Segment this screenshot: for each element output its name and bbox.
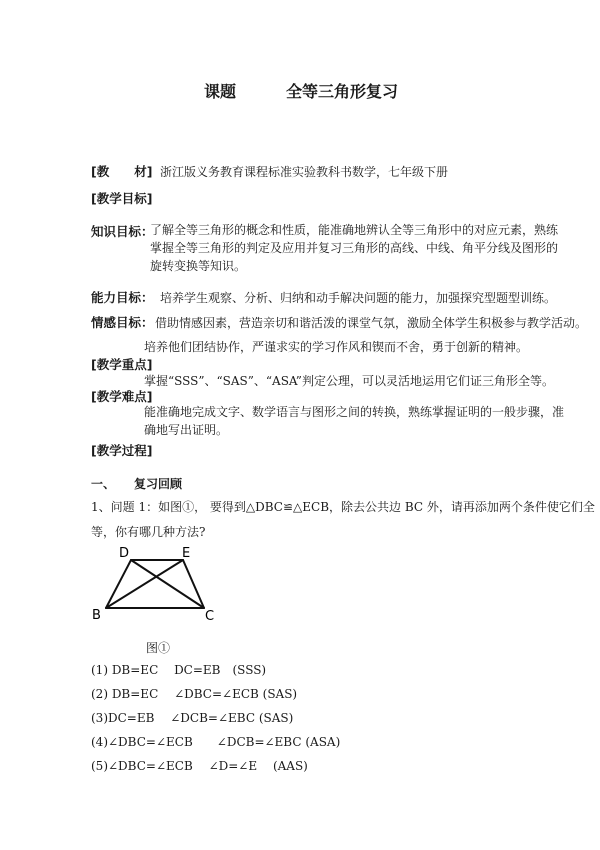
section-number: 一、: [91, 477, 116, 491]
difficulty-line: 能准确地完成文字、数学语言与图形之间的转换，熟练掌握证明的一般步骤，准: [144, 405, 565, 419]
vertex-label-c: C: [205, 609, 215, 624]
process-heading: [教学过程]: [91, 443, 153, 458]
answer-item: (5)∠DBC=∠ECB ∠D=∠E (AAS): [91, 759, 308, 773]
answer-item: (1) DB=EC DC=EB (SSS): [91, 663, 267, 677]
question-line: 1、问题 1：如图①， 要得到△DBC≌△ECB，除去公共边 BC 外，请再添加两个条件使它们全: [91, 500, 595, 514]
material-label: [教 材]: [91, 164, 153, 179]
vertex-label-d: D: [119, 546, 130, 561]
knowledge-label: 知识目标：: [91, 224, 154, 239]
emotion-text: 借助情感因素，营造亲切和谐活泼的课堂气氛，激励全体学生积极参与教学活动。: [155, 316, 588, 330]
answer-item: (3)DC=EB ∠DCB=∠EBC (SAS): [91, 711, 294, 725]
knowledge-line: 了解全等三角形的概念和性质，能准确地辨认全等三角形中的对应元素，熟练: [150, 223, 559, 237]
objectives-heading: [教学目标]: [91, 191, 153, 206]
difficulty-text: [144, 403, 564, 439]
knowledge-line: 旋转变换等知识。: [150, 259, 247, 273]
section-title: 复习回顾: [134, 477, 183, 491]
difficulty-line: 确地写出证明。: [144, 423, 229, 437]
figure-caption: 图①: [146, 641, 171, 655]
vertex-label-e: E: [182, 546, 191, 561]
difficulty-label: [教学难点]: [91, 389, 153, 404]
question-line: 等，你有哪几种方法?: [91, 525, 206, 539]
key-point-text: 掌握“SSS”、“SAS”、“ASA”判定公理，可以灵活地运用它们证三角形全等。: [144, 374, 554, 388]
key-point-label: [教学重点]: [91, 357, 153, 372]
knowledge-text: [150, 221, 558, 275]
ability-label: 能力目标：: [91, 290, 154, 305]
answer-item: (2) DB=EC ∠DBC=∠ECB (SAS): [91, 687, 298, 701]
vertex-label-b: B: [92, 608, 101, 623]
answer-item: (4)∠DBC=∠ECB ∠DCB=∠EBC (ASA): [91, 735, 341, 749]
material-text: 浙江版义务教育课程标准实验教科书数学，七年级下册: [160, 165, 449, 179]
knowledge-line: 掌握全等三角形的判定及应用并复习三角形的高线、中线、角平分线及图形的: [150, 241, 559, 255]
emotion-text-2: 培养他们团结协作，严谨求实的学习作风和锲而不舍，勇于创新的精神。: [144, 340, 529, 354]
lesson-label: 课题: [204, 82, 237, 101]
emotion-label: 情感目标：: [91, 315, 154, 330]
triangle-figure: [88, 540, 228, 630]
page-title: 全等三角形复习: [286, 82, 399, 101]
ability-text: 培养学生观察、分析、归纳和动手解决问题的能力，加强探究型题型训练。: [160, 291, 557, 305]
